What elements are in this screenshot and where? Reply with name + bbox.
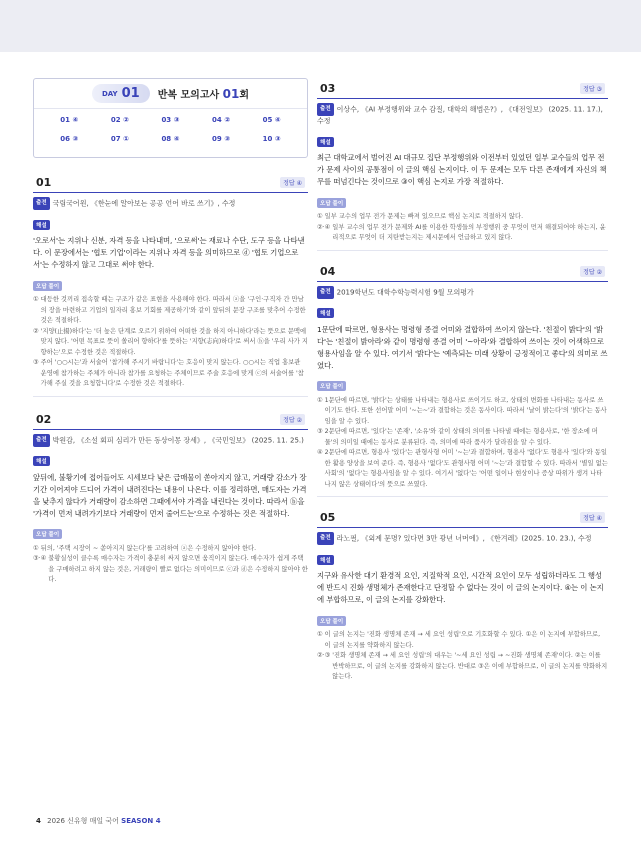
wrong-answer-notes [317,396,608,491]
season-label: SEASON 4 [121,817,161,825]
question-03 [317,82,608,251]
source-tag: 출전 [317,286,334,299]
wrong-answer-notes [33,544,308,586]
question-number: 04 [320,264,336,278]
explain-tag: 해설 [33,220,50,230]
day-label: DAY [101,89,118,98]
question-04 [317,265,608,498]
day-badge [92,84,150,103]
wrong-answer-notes [33,295,308,390]
question-header [317,265,608,282]
explain-tag: 해설 [317,137,334,147]
answer-badge: 정답 ③ [580,83,605,94]
question-number: 01 [36,176,52,189]
answer-badge: 정답 ② [580,266,605,277]
source-tag: 출전 [33,434,50,447]
source-tag: 출전 [317,103,334,116]
source-line: 출전 이상수, 《AI 부정행위와 교수 갑질, 대학의 해법은?》, 《대전일보》 (2025. 11. 17.), 수정 [317,103,608,127]
answer-badge: 정답 ④ [280,177,305,188]
note-item: ③ 2문단에 따르면, '있다'는 '존재', '소유'와 같이 상태의 의미를 나타낼 때에는 형용사로, '한 장소에 머물'의 의미일 때에는 동사로 분류된다. 즉, 의미에 따라 품사가 달라짐을 알 수 있다. [317,428,598,446]
question-01 [33,176,308,397]
question-header [317,82,608,99]
top-banner [0,0,641,52]
answer-badge: 정답 ② [280,414,305,425]
question-header [33,413,308,430]
question-number: 05 [320,511,336,524]
answer-cell: 10 ③ [262,135,281,143]
wrong-answer-tag: 오답 풀이 [33,529,62,539]
answer-cell: 09 ③ [212,135,231,143]
answer-cell: 08 ④ [161,135,180,143]
explanation: 지구와 유사한 대기 환경적 요인, 지질학적 요인, 시간적 요인이 모두 성립하더라도 그 행성에 반드시 진화 생명체가 존재한다고 단정할 수 없다는 것이 이 글의 논지이다. ④는 이 논지에 부합하므로, 이 글의 논지를 강화한다. [317,571,604,604]
source-tag: 출전 [317,532,334,545]
note-item: ④ 2문단에 따르면, 형용사 '있다'는 관형사형 어미 '~는'과 결합하며, 형용사 '없다'도 형용사 '있다'와 동일한 활용 양상을 보여 준다. 즉, 형용사 '없다'도 관형사형 어미 '~는'과 결합할 수 있다. 따라서 '별일 없는 사회'의 '없다'는 형용사임을 알 수 있다. 여기서 '없다'는 '어떤 일이나 현상이나 증상 따위가 생겨 나타나지 않은 상태이다'의 뜻으로 쓰였다. [317,449,608,488]
note-item: ②·④ 일부 교수의 업무 전가 문제와 AI를 이용한 학생들의 부정행위 중 무엇이 먼저 해결되어야 하는지, 윤리적으로 무엇이 더 지탄받는지는 제시문에서 언급하고 있지 않다. [317,223,606,241]
explanation: 최근 대학교에서 벌어진 AI 대규모 집단 부정행위와 이전부터 있었던 일부 교수들의 업무 전가 문제 사이의 공통점이 이 글의 핵심 논지이다. 이 두 문제는 모두 다른 존재에게 자신의 책무를 떠넘긴다는 것이므로 ③이 핵심 논지로 가장 적절하다. [317,153,607,186]
page-number: 4 [36,817,41,825]
source-line: 출전 국립국어원, 《한눈에 알아보는 공공 언어 바로 쓰기》, 수정 [33,197,308,210]
wrong-answer-tag: 오답 풀이 [317,616,346,626]
answer-key-header [34,79,307,109]
wrong-answer-notes [317,212,608,244]
note-item: ① 뒤의, '주택 시장이 ~ 쏟아지지 않는다'를 고려하여 ⓐ은 수정하지 않아야 한다. [33,544,257,552]
source-line: 출전 2019학년도 대학수학능력시험 9월 모의평가 [317,286,608,299]
explain-tag: 해설 [317,308,334,318]
explain-tag: 해설 [33,456,50,466]
note-item: ③·④ 불황실성이 클수록 매수자는 가격이 충분히 싸지 않으면 움직이지 않는다. 매수자가 쉽게 주택을 구매하려고 하지 않는 것은, 거래량이 빨로 없다는 의미이므로 ⓒ과 ⓓ은 수정하지 않아야 한다. [33,555,308,583]
answer-key [33,78,308,158]
note-item: ① 1문단에 따르면, '밝다'는 상태를 나타내는 형용사로 쓰이기도 하고, 상태의 변화를 나타내는 동사로 쓰이기도 한다. 또한 선어말 어미 '~는~'과 결합하는 것은 동사이다. 따라서 '날이 밝는다'의 '밝다'는 동사임을 알 수 있다. [317,396,607,425]
question-header [33,176,308,193]
left-column [33,78,308,592]
answer-cell: 02 ② [110,116,129,124]
question-02 [33,413,308,592]
wrong-answer-tag: 오답 풀이 [317,381,346,391]
explanation: '오로서'는 지위나 신분, 자격 등을 나타내며, '으로써'는 재료나 수단, 도구 등을 나타낸다. 이 문장에서는 '협토 기업'이라는 지위나 자격 등을 의미하므로 ⓓ '협토 기업으로서'는 수정하지 않고 그대로 써야 한다. [33,236,305,269]
source-tag: 출전 [33,197,50,210]
answer-key-grid [34,109,307,147]
page-footer [36,816,161,826]
question-number: 02 [36,412,52,426]
explain-tag: 해설 [317,555,334,565]
note-item: ① 일부 교수의 업무 전가 문제는 빠져 있으므로 핵심 논지로 적절하지 않다. [317,213,524,220]
note-item: ② '지양(止揚)하다'는 '더 높은 단계로 오르기 위하여 어떠한 것을 하지 아니하다'라는 뜻으로 문맥에 맞지 않다. '어떤 목표로 뜻이 쏠리어 향하다'를 뜻하는 '지향(志向)하다'로 써서 ⓑ을 '우리 사가 지향하는'으로 수정한 것은 적절하다. [33,327,308,356]
answer-badge: 정답 ④ [580,512,605,523]
answer-cell: 05 ④ [262,116,281,124]
book-title: 2026 신유형 매일 국어 [47,817,119,825]
wrong-answer-tag: 오답 풀이 [33,281,62,291]
answer-cell: 06 ③ [60,135,79,143]
source-line: 출전 박원갑, 《소설 회피 심리가 만든 동상이몽 장세》, 《국민일보》 (2025. 11. 25.) [33,434,308,447]
note-item: ③ 주어 '○○시는'과 서술어 '참가해 주시기 바랍니다'는 호응이 맞지 않는다. ○○시는 직업 홍보관 운영에 참가하는 주체가 아니라 참가를 요청하는 주체이므로 주술 호응에 맞게 ⓒ의 서술어를 '참가해 주실 것을 요청합니다'로 수정한 것은 적절하다. [33,359,304,387]
source-line: 출전 라노필, 《외계 문명? 있다면 3만 광년 너머에》, 《한겨레》(2025. 10. 23.), 수정 [317,532,608,545]
wrong-answer-tag: 오답 풀이 [317,198,346,208]
question-header [317,511,608,528]
note-item: ②·③ '진화 생명체 존재 → 세 요인 성립'의 대우는 '~세 요인 성립 → ~진화 생명체 존재'이다. ②는 이를 반박하므로, 이 글의 논지를 강화하지 않는다. 반대로 ③은 이에 부합하므로, 이 글의 논지를 약화하지 않는다. [317,652,608,680]
wrong-answer-notes [317,630,608,683]
answer-cell: 04 ② [212,116,231,124]
question-05 [317,511,608,689]
answer-cell: 03 ③ [161,116,180,124]
answer-cell: 07 ① [110,135,129,143]
answer-cell: 01 ④ [60,116,79,124]
day-number: 01 [121,86,140,101]
answer-key-title: 반복 모의고사 01회 [157,87,250,101]
note-item: ① 이 글의 논지는 '진화 생명체 존재 → 세 요인 성립'으로 기호화할 수 있다. ①은 이 논지에 부합하므로, 이 글의 논지를 약화하지 않는다. [317,631,601,649]
explanation: 앞뒤에, 불황기에 접어들어도 시세보다 낮은 급매물이 쏟아지지 않고, 거래량 감소가 장기간 이어져야 드디어 가격이 내려진다는 내용이 나온다. 이를 정리하면, 매도자는 가격을 낮추지 않다가 거래량이 감소하면 그때에서야 가격을 내린다는 것이다. 따라서 ⓑ을 '가격이 먼저 내려가기보다 거래량이 먼저 줄어드는'으로 수정하는 것은 적절하다. [33,472,307,518]
right-column [317,82,608,689]
note-item: ① 대등한 것끼리 접속할 때는 구조가 같은 표현을 사용해야 한다. 따라서 ⓐ을 '구인·구직자 간 만남의 장을 마련하고 기업의 일자리 홍보 기회를 제공하기'와 같이 앞뒤의 문장 구조를 맞추어 수정한 것은 적절하다. [33,296,306,324]
question-number: 03 [320,82,336,95]
explanation: 1문단에 따르면, 형용사는 명령형 종결 어미와 결합하여 쓰이지 않는다. '친절이 밝다'의 '밝다'는 '친절이 밝아라'와 같이 명령형 종결 어미 '~아라'와 결합하여 쓰이는 것이 어색하므로 형용사임을 알 수 있다. 여기서 '밝다'는 '예측되는 미래 상황이 긍정적이고 좋다'의 의미로 쓰였다. [317,324,608,370]
